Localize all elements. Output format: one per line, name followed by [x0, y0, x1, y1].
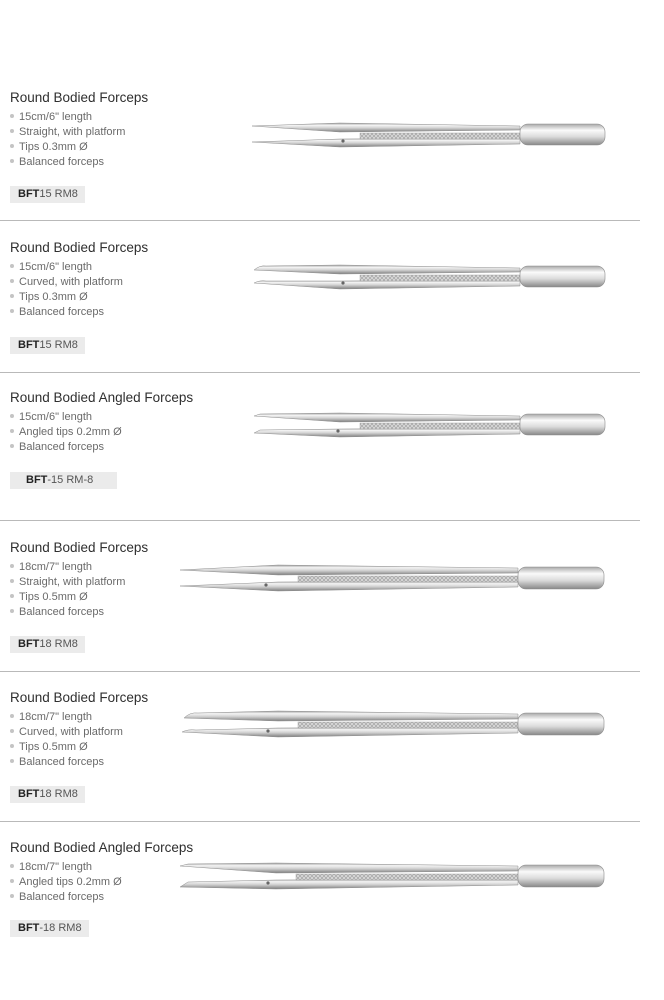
- bullet-icon: [10, 159, 14, 163]
- spec-list: [10, 260, 123, 320]
- curved-forceps-icon: [178, 708, 608, 740]
- product-card: [0, 540, 640, 672]
- spec-item: [10, 110, 125, 125]
- product-title: Round Bodied Forceps: [10, 690, 149, 705]
- spec-list: [10, 710, 123, 770]
- code-prefix: BFT: [18, 788, 40, 800]
- product-card: [0, 240, 640, 373]
- bullet-icon: [10, 714, 14, 718]
- product-code: [10, 472, 117, 489]
- spec-item: [10, 260, 123, 275]
- code-number: 15 RM8: [39, 188, 78, 200]
- spec-item: [10, 860, 122, 875]
- spec-item: [10, 140, 125, 155]
- spec-text: Balanced forceps: [19, 441, 104, 453]
- product-card: [0, 90, 640, 221]
- spec-item: [10, 440, 122, 455]
- bullet-icon: [10, 144, 14, 148]
- spec-text: 18cm/7" length: [19, 861, 93, 873]
- angled-forceps-icon: [250, 410, 610, 440]
- spec-text: 18cm/7" length: [19, 711, 93, 723]
- spec-text: Balanced forceps: [19, 891, 104, 903]
- code-prefix: BFT: [18, 922, 40, 934]
- spec-text: Curved, with platform: [19, 726, 123, 738]
- bullet-icon: [10, 894, 14, 898]
- bullet-icon: [10, 879, 14, 883]
- spec-text: Angled tips 0.2mm Ø: [19, 876, 122, 888]
- product-title: Round Bodied Angled Forceps: [10, 840, 194, 855]
- spec-item: [10, 755, 123, 770]
- product-card: [0, 690, 640, 822]
- bullet-icon: [10, 564, 14, 568]
- code-number: -15 RM-8: [47, 474, 94, 486]
- spec-item: [10, 125, 125, 140]
- code-number: 18 RM8: [39, 638, 78, 650]
- curved-forceps-icon: [250, 262, 610, 292]
- spec-text: 15cm/6" length: [19, 411, 93, 423]
- product-code: [10, 920, 89, 937]
- spec-list: [10, 560, 125, 620]
- code-prefix: BFT: [18, 638, 40, 650]
- code-prefix: BFT: [26, 474, 48, 486]
- product-title: Round Bodied Forceps: [10, 540, 149, 555]
- bullet-icon: [10, 294, 14, 298]
- spec-item: [10, 890, 122, 905]
- bullet-icon: [10, 279, 14, 283]
- spec-text: 18cm/7" length: [19, 561, 93, 573]
- spec-text: 15cm/6" length: [19, 111, 93, 123]
- spec-item: [10, 590, 125, 605]
- spec-item: [10, 410, 122, 425]
- code-prefix: BFT: [18, 188, 40, 200]
- bullet-icon: [10, 759, 14, 763]
- product-title: Round Bodied Forceps: [10, 240, 149, 255]
- bullet-icon: [10, 579, 14, 583]
- spec-text: Balanced forceps: [19, 306, 104, 318]
- product-code: [10, 786, 85, 803]
- bullet-icon: [10, 129, 14, 133]
- spec-item: [10, 575, 125, 590]
- bullet-icon: [10, 114, 14, 118]
- spec-item: [10, 740, 123, 755]
- bullet-icon: [10, 309, 14, 313]
- bullet-icon: [10, 864, 14, 868]
- spec-list: [10, 410, 122, 455]
- spec-item: [10, 425, 122, 440]
- bullet-icon: [10, 729, 14, 733]
- spec-text: Tips 0.3mm Ø: [19, 291, 88, 303]
- spec-item: [10, 275, 123, 290]
- code-number: -18 RM8: [39, 922, 82, 934]
- code-number: 18 RM8: [39, 788, 78, 800]
- bullet-icon: [10, 264, 14, 268]
- spec-item: [10, 305, 123, 320]
- product-title: Round Bodied Angled Forceps: [10, 390, 194, 405]
- spec-item: [10, 725, 123, 740]
- spec-text: Tips 0.5mm Ø: [19, 741, 88, 753]
- spec-item: [10, 605, 125, 620]
- spec-text: Tips 0.5mm Ø: [19, 591, 88, 603]
- angled-forceps-icon: [176, 860, 608, 892]
- product-code: [10, 337, 85, 354]
- bullet-icon: [10, 414, 14, 418]
- spec-text: Balanced forceps: [19, 156, 104, 168]
- bullet-icon: [10, 594, 14, 598]
- spec-text: 15cm/6" length: [19, 261, 93, 273]
- product-card: [0, 840, 640, 970]
- spec-text: Balanced forceps: [19, 606, 104, 618]
- straight-forceps-icon: [178, 562, 608, 594]
- spec-item: [10, 155, 125, 170]
- product-code: [10, 186, 85, 203]
- code-prefix: BFT: [18, 339, 40, 351]
- spec-text: Tips 0.3mm Ø: [19, 141, 88, 153]
- spec-item: [10, 710, 123, 725]
- spec-text: Straight, with platform: [19, 576, 126, 588]
- bullet-icon: [10, 609, 14, 613]
- spec-item: [10, 560, 125, 575]
- bullet-icon: [10, 429, 14, 433]
- product-code: [10, 636, 85, 653]
- spec-text: Curved, with platform: [19, 276, 123, 288]
- product-title: Round Bodied Forceps: [10, 90, 149, 105]
- spec-text: Angled tips 0.2mm Ø: [19, 426, 122, 438]
- bullet-icon: [10, 444, 14, 448]
- spec-list: [10, 860, 122, 905]
- product-card: [0, 390, 640, 521]
- spec-text: Balanced forceps: [19, 756, 104, 768]
- spec-item: [10, 875, 122, 890]
- code-number: 15 RM8: [39, 339, 78, 351]
- straight-forceps-icon: [250, 120, 610, 150]
- spec-list: [10, 110, 125, 170]
- bullet-icon: [10, 744, 14, 748]
- spec-text: Straight, with platform: [19, 126, 126, 138]
- spec-item: [10, 290, 123, 305]
